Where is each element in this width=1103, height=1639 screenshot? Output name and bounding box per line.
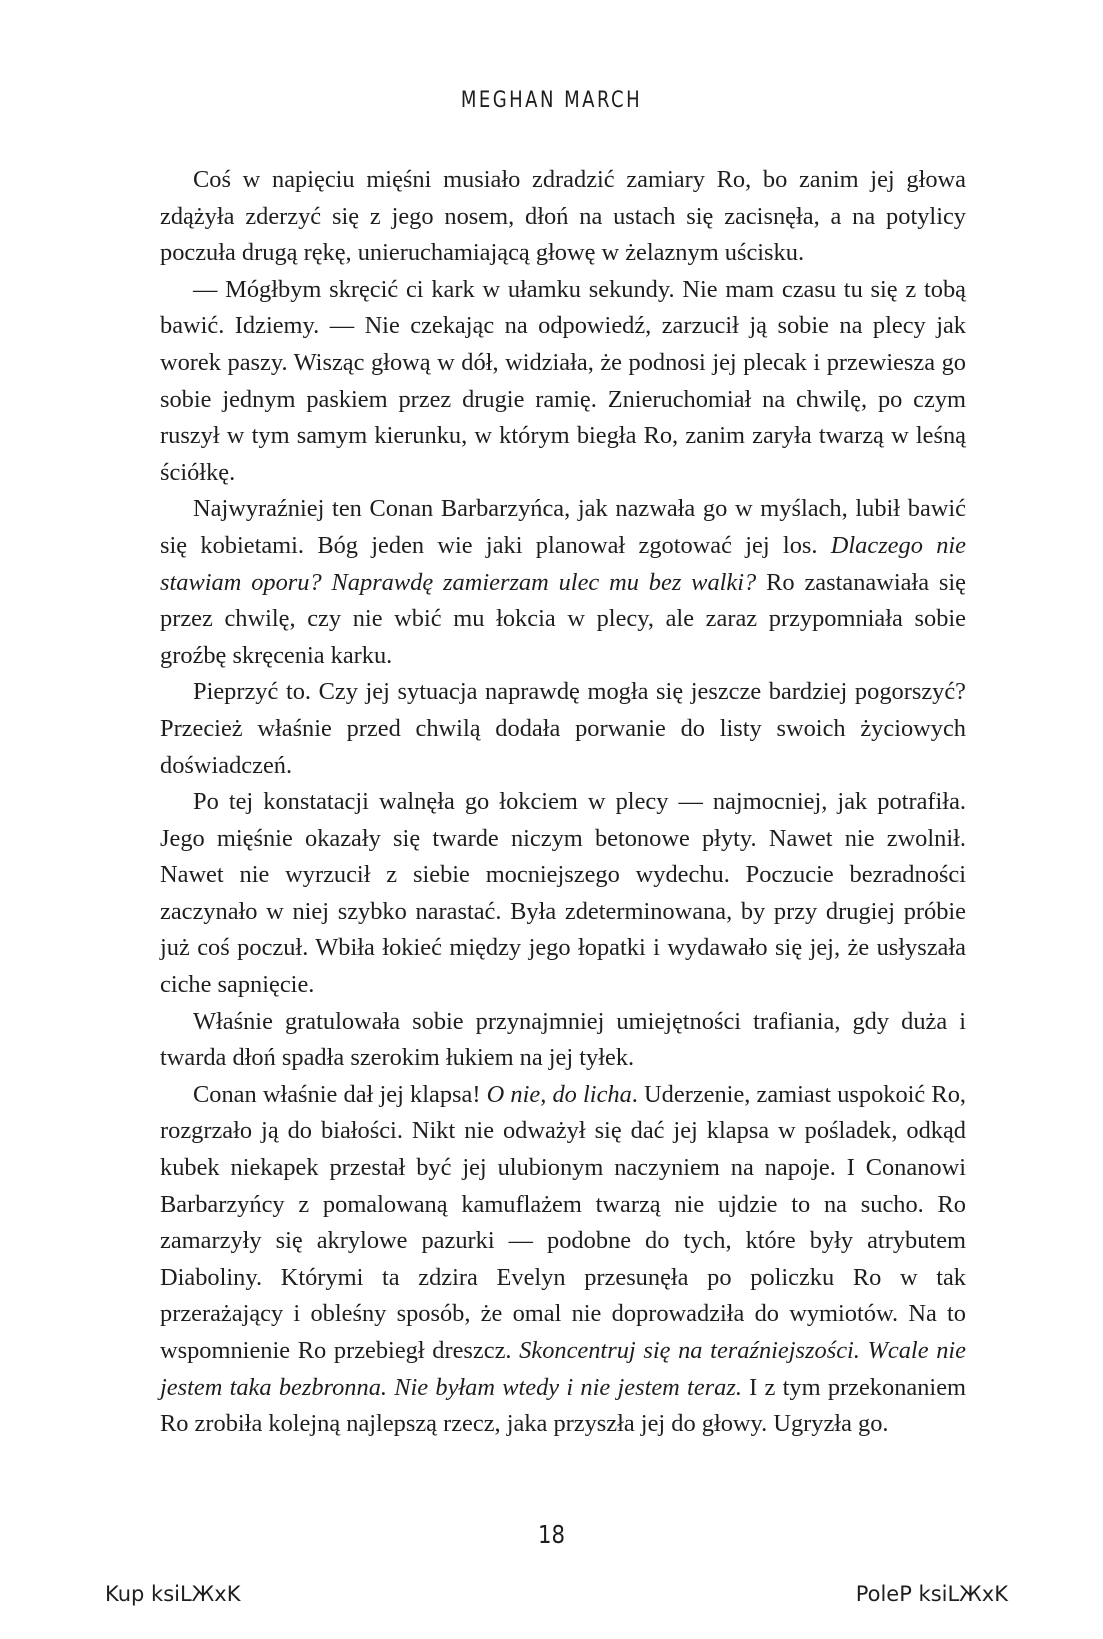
paragraph <box>160 1004 966 1077</box>
recommend-book-link[interactable]: PoleP ksiLЖxK <box>855 1582 1008 1606</box>
text-span: — Mógłbym skręcić ci kark w ułamku sekundy. Nie mam czasu tu się z tobą bawić. Idziemy. — Nie czekając na odpowiedź, zarzucił ją sobie na plecy jak worek paszy. Wisząc głową w dół, widziała, że podnosi jej plecak i przewiesza go sobie jednym paskiem przez drugie ramię. Znieruchomiał na chwilę, po czym ruszył w tym samym kierunku, w którym biegła Ro, zanim zaryła twarzą w leśną ściółkę. <box>160 275 966 486</box>
italic-text: Dlaczego nie stawiam oporu? Naprawdę zamierzam ulec mu bez walki? <box>160 531 966 596</box>
text-span: Najwyraźniej ten Conan Barbarzyńca, jak nazwała go w myślach, lubił bawić się kobietami. Bóg jeden wie jaki planował zgotować jej los. <box>160 495 966 559</box>
text-span: Pieprzyć to. Czy jej sytuacja naprawdę mogła się jeszcze bardziej pogorszyć? Przecież właśnie przed chwilą dodała porwanie do listy swoich życiowych doświadczeń. <box>160 678 966 779</box>
paragraph <box>160 1077 966 1443</box>
text-span: Właśnie gratulowała sobie przynajmniej umiejętności trafiania, gdy duża i twarda dłoń spadła szerokim łukiem na jej tyłek. <box>160 1007 966 1072</box>
page-body <box>160 162 966 1443</box>
buy-book-link[interactable]: Kup ksiLЖxK <box>105 1582 241 1606</box>
paragraph <box>160 162 966 272</box>
italic-text: O nie, do licha <box>486 1080 632 1108</box>
text-span: Po tej konstatacji walnęła go łokciem w plecy — najmocniej, jak potrafiła. Jego mięśnie okazały się twarde niczym betonowe płyty. Nawet nie zwolnił. Nawet nie wyrzucił z siebie mocniejszego wydechu. Poczucie bezradności zaczynało w niej szybko narastać. Była zdeterminowana, by przy drugiej próbie już coś poczuł. Wbiła łokieć między jego łopatki i wydawało się jej, że usłyszała ciche sapnięcie. <box>160 788 966 999</box>
paragraph <box>160 272 966 492</box>
italic-text: Skoncentruj się na teraźniejszości. Wcale nie jestem taka bezbronna. Nie byłam wtedy i nie jestem teraz. <box>160 1337 966 1401</box>
text-span: Conan właśnie dał jej klapsa! <box>193 1080 487 1108</box>
text-span: . Uderzenie, zamiast uspokoić Ro, rozgrzało ją do białości. Nikt nie odważył się dać jej klapsa w pośladek, odkąd kubek niekapek przestał być jej ulubionym naczyniem na napoje. I Conanowi Barbarzyńcy z pomalowaną kamuflażem twarzą nie ujdzie to na sucho. Ro zamarzyły się akrylowe pazurki — podobne do tych, które były atrybutem Diaboliny. Którymi ta zdzira Evelyn przesunęła po policzku Ro w tak przerażający i obleśny sposób, że omal nie doprowadziła do wymiotów. Na to wspomnienie Ro przebiegł dreszcz. <box>160 1080 966 1364</box>
paragraph <box>160 674 966 784</box>
paragraph <box>160 784 966 1004</box>
text-span: I z tym przekonaniem Ro zrobiła kolejną najlepszą rzecz, jaka przyszła jej do głowy. Ugryzła go. <box>160 1373 966 1438</box>
page-number: 18 <box>537 1520 566 1549</box>
text-span: Ro zastanawiała się przez chwilę, czy nie wbić mu łokcia w plecy, ale zaraz przypomniała sobie groźbę skręcenia karku. <box>160 568 967 669</box>
paragraph <box>160 491 966 674</box>
text-span: Coś w napięciu mięśni musiało zdradzić zamiary Ro, bo zanim jej głowa zdążyła zderzyć się z jego nosem, dłoń na ustach się zacisnęła, a na potylicy poczuła drugą rękę, unieruchamiającą głowę w żelaznym uścisku. <box>160 166 966 267</box>
running-head: MEGHAN MARCH <box>460 88 643 113</box>
